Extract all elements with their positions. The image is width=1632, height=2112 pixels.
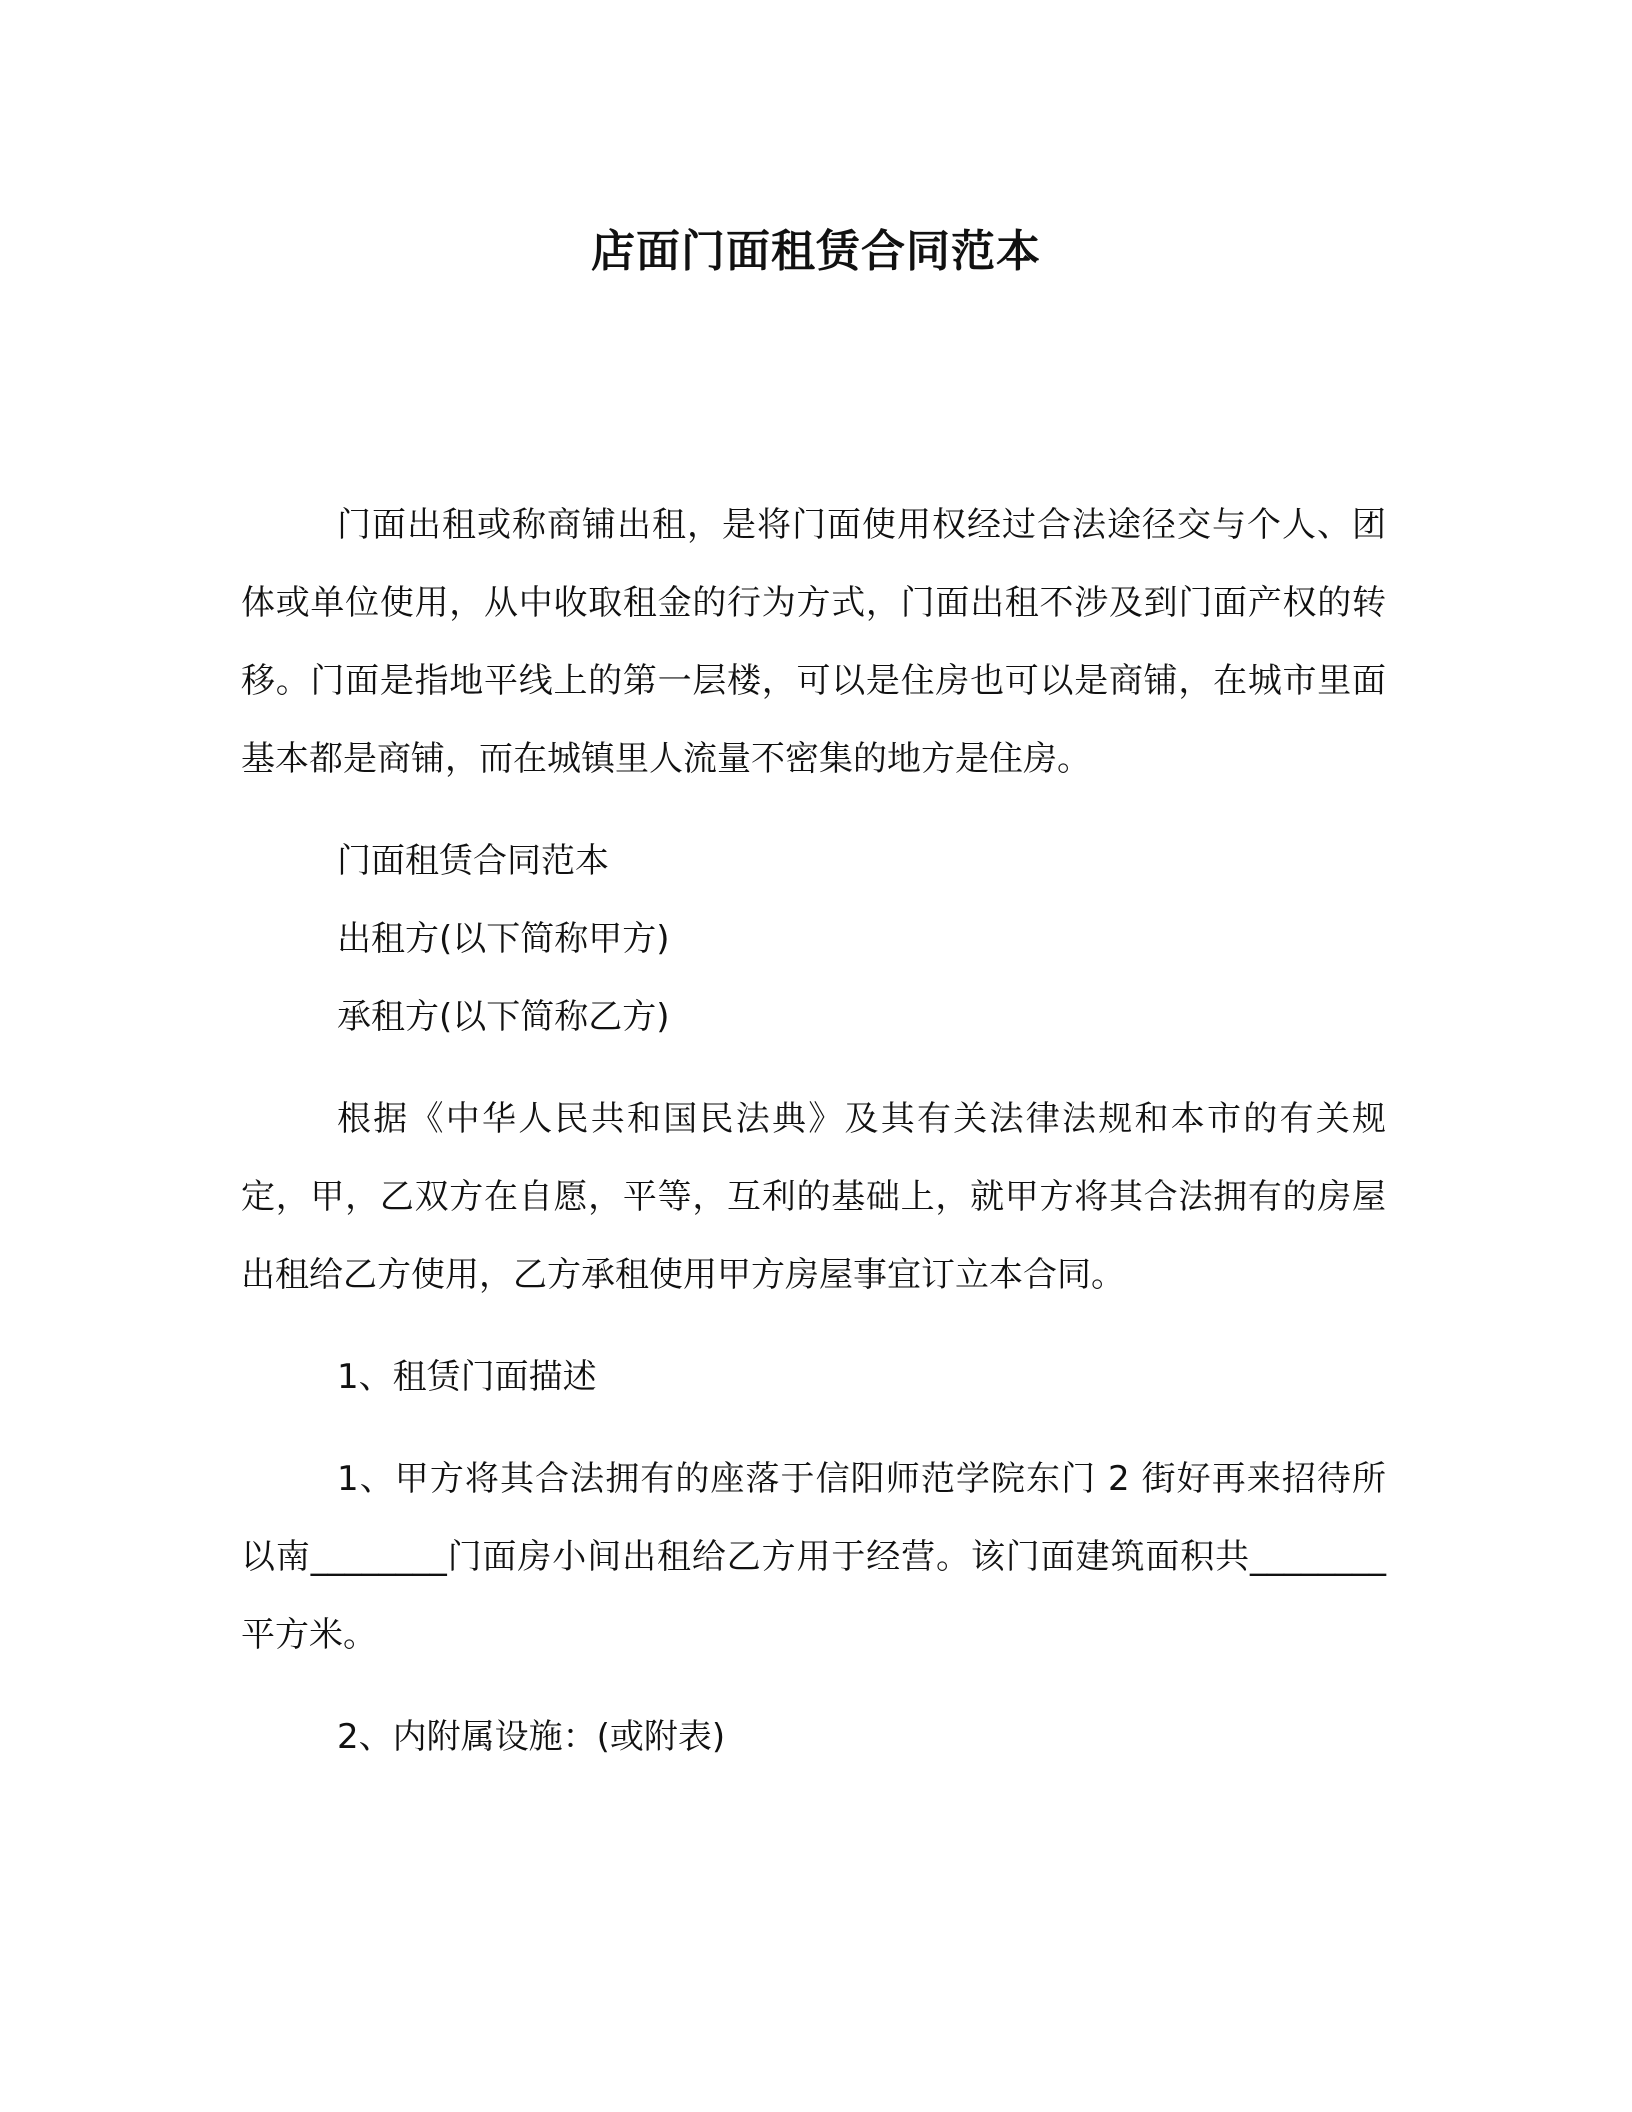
- lessee-line: 承租方(以下简称乙方): [337, 997, 670, 1037]
- clause-2: 2、内附属设施：(或附表): [337, 1717, 726, 1757]
- lessor-line: 出租方(以下简称甲方): [337, 919, 670, 959]
- document-title: 店面门面租赁合同范本: [591, 226, 1041, 277]
- clause-1: 1、甲方将其合法拥有的座落于信阳师范学院东门 2 街好再来招待所以南________门面房小间出租给乙方用于经营。该门面建筑面积共________平方米。: [241, 1459, 1386, 1655]
- contract-heading: 门面租赁合同范本: [337, 841, 609, 881]
- document-body: [241, 486, 1386, 1776]
- intro-paragraph: 门面出租或称商铺出租，是将门面使用权经过合法途径交与个人、团体或单位使用，从中收取租金的行为方式，门面出租不涉及到门面产权的转移。门面是指地平线上的第一层楼，可以是住房也可以是商铺，在城市里面基本都是商铺，而在城镇里人流量不密集的地方是住房。: [241, 505, 1386, 779]
- section-heading-1: 1、租赁门面描述: [337, 1357, 597, 1397]
- legal-basis-paragraph: 根据《中华人民共和国民法典》及其有关法律法规和本市的有关规定，甲，乙双方在自愿，平等，互利的基础上，就甲方将其合法拥有的房屋出租给乙方使用，乙方承租使用甲方房屋事宜订立本合同。: [241, 1099, 1386, 1295]
